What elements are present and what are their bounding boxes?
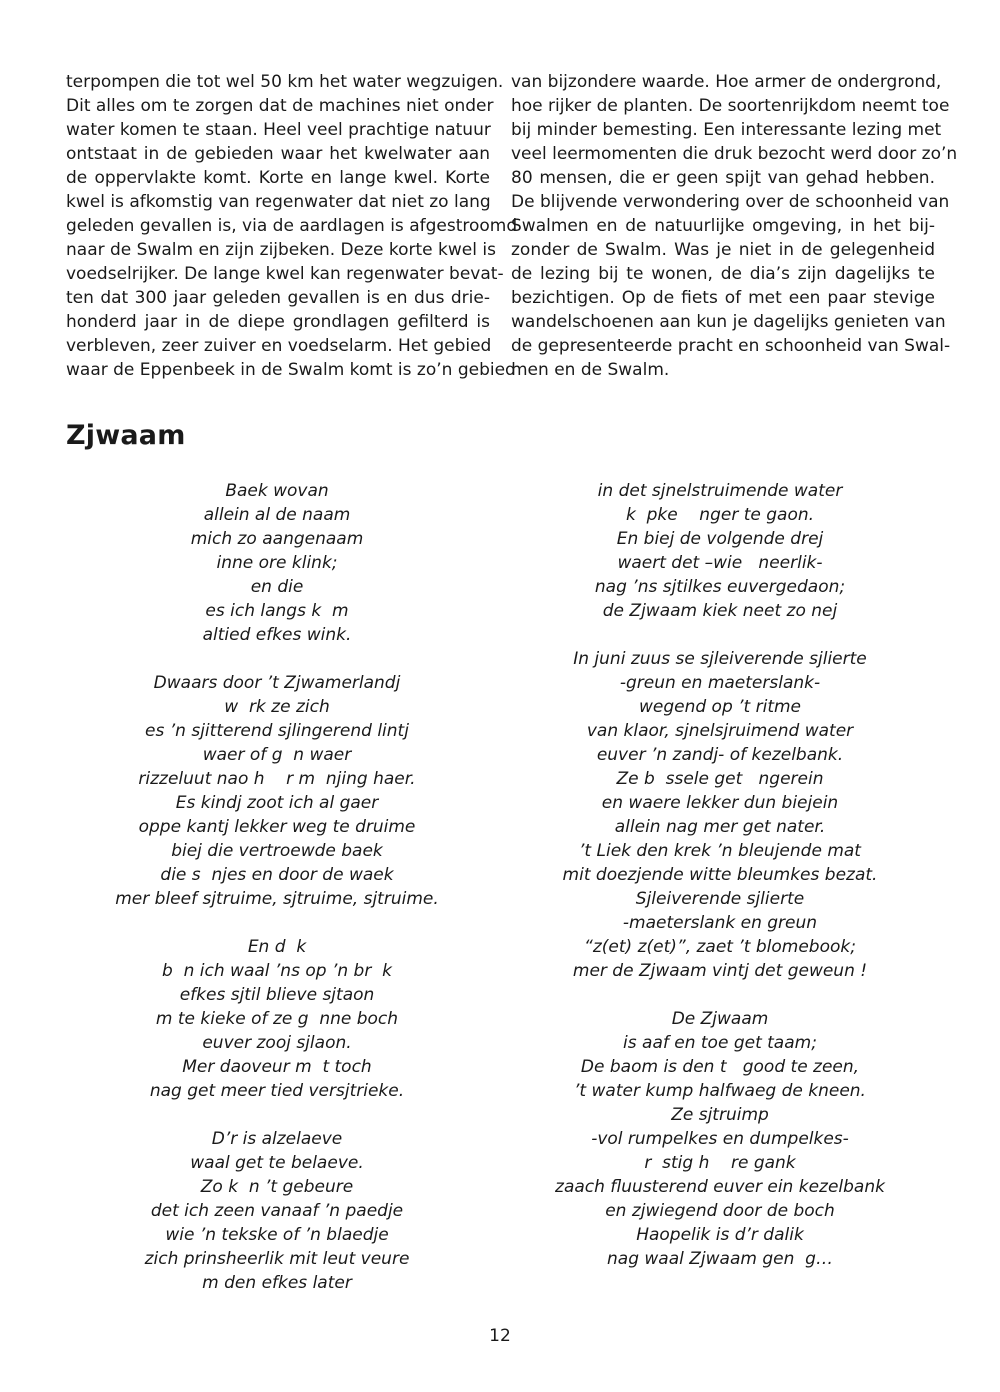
poem-line: van klaor, sjnelsjruimend water bbox=[586, 721, 854, 741]
poem-line: nag get meer tied versjtrieke. bbox=[149, 1081, 405, 1101]
text-line: veel leermomenten die druk bezocht werd door zo’n bbox=[511, 144, 958, 164]
text-line: geleden gevallen is, via de aardlagen is afgestroomd bbox=[66, 216, 518, 236]
poem-line: Sjleiverende sjlierte bbox=[635, 889, 805, 909]
poem-line: Zo k n ’t gebeure bbox=[200, 1177, 354, 1197]
poem-line: allein nag mer get nater. bbox=[614, 817, 826, 837]
poem-line: en die bbox=[250, 577, 304, 597]
poem-line: Ze sjtruimp bbox=[671, 1105, 769, 1125]
text-line: bij minder bemesting. Een interessante lezing met bbox=[511, 120, 942, 140]
poem-line: r stig h re gank bbox=[644, 1153, 796, 1173]
text-line: Swalmen en de natuurlijke omgeving, in het bij- bbox=[511, 216, 935, 236]
poem-line: ’t Liek den krek ’n bleujende mat bbox=[579, 841, 861, 861]
text-line: waar de Eppenbeek in de Swalm komt is zo’n gebied bbox=[66, 360, 516, 380]
poem-line: allein al de naam bbox=[203, 505, 351, 525]
poem-line: k pke nger te gaon. bbox=[625, 505, 815, 525]
poem-line: b n ich waal ’ns op ’n br k bbox=[162, 961, 392, 981]
poem-line: waert det –wie neerlik- bbox=[617, 553, 823, 573]
poem-line: nag ’ns sjtilkes euvergedaon; bbox=[594, 577, 846, 597]
poem-line: nag waal Zjwaam gen g… bbox=[607, 1249, 833, 1269]
poem-line: Dwaars door ’t Zjwamerlandj bbox=[153, 673, 401, 693]
text-line: honderd jaar in de diepe grondlagen gefilterd is bbox=[66, 312, 490, 332]
poem-line: zich prinsheerlik mit leut veure bbox=[144, 1249, 410, 1269]
text-line: hoe rijker de planten. De soortenrijkdom neemt toe bbox=[511, 96, 950, 116]
poem-line: wegend op ’t ritme bbox=[638, 697, 802, 717]
poem-line: det ich zeen vanaaf ’n paedje bbox=[150, 1201, 404, 1221]
poem-column-right bbox=[500, 479, 940, 1295]
poem-line: In juni zuus se sjleiverende sjlierte bbox=[573, 649, 867, 669]
text-line: Dit alles om te zorgen dat de machines niet onder bbox=[66, 96, 494, 116]
text-line: ten dat 300 jaar geleden gevallen is en dus drie- bbox=[66, 288, 490, 308]
text-line: wandelschoenen aan kun je dagelijks genieten van bbox=[511, 312, 946, 332]
poem-line: ’t water kump halfwaeg de kneen. bbox=[574, 1081, 866, 1101]
poem-line: waer of g n waer bbox=[202, 745, 352, 765]
stanza bbox=[500, 1007, 940, 1271]
text-line: terpompen die tot wel 50 km het water wegzuigen. bbox=[66, 72, 504, 92]
text-line: naar de Swalm en zijn zijbeken. Deze korte kwel is bbox=[66, 240, 496, 260]
text-line: van bijzondere waarde. Hoe armer de ondergrond, bbox=[511, 72, 942, 92]
prose-column-right bbox=[511, 70, 958, 382]
poem-line: es ’n sjitterend sjlingerend lintj bbox=[145, 721, 409, 741]
poem-line: De baom is den t good te zeen, bbox=[580, 1057, 860, 1077]
poem-line: biej die vertroewde baek bbox=[171, 841, 383, 861]
text-line: water komen te staan. Heel veel prachtige natuur bbox=[66, 120, 491, 140]
stanza bbox=[500, 479, 940, 623]
poem-line: -maeterslank en greun bbox=[622, 913, 818, 933]
poem-line: die s njes en door de waek bbox=[160, 865, 394, 885]
poem-line: mit doezjende witte bleumkes bezat. bbox=[562, 865, 878, 885]
poem-line: de Zjwaam kiek neet zo nej bbox=[602, 601, 838, 621]
text-line: 80 mensen, die er geen spijt van gehad hebben. bbox=[511, 168, 935, 188]
poem-line: euver ’n zandj- of kezelbank. bbox=[596, 745, 844, 765]
poem-line: euver zooj sjlaon. bbox=[202, 1033, 352, 1053]
text-line: de lezing bij te wonen, de dia’s zijn dagelijks te bbox=[511, 264, 935, 284]
poem-line: -vol rumpelkes en dumpelkes- bbox=[591, 1129, 849, 1149]
poem-line: es ich langs k m bbox=[205, 601, 349, 621]
text-line: De blijvende verwondering over de schoonheid van bbox=[511, 192, 950, 212]
text-line: ontstaat in de gebieden waar het kwelwater aan bbox=[66, 144, 490, 164]
prose-column-left bbox=[66, 70, 518, 382]
poem-line: en zjwiegend door de boch bbox=[605, 1201, 835, 1221]
text-line: de oppervlakte komt. Korte en lange kwel. Korte bbox=[66, 168, 490, 188]
text-line: bezichtigen. Op de fiets of met een paar stevige bbox=[511, 288, 935, 308]
poem-line: w rk ze zich bbox=[224, 697, 330, 717]
stanza bbox=[57, 671, 497, 911]
poem-line: altied efkes wink. bbox=[202, 625, 352, 645]
poem-line: inne ore klink; bbox=[216, 553, 338, 573]
text-line: voedselrijker. De lange kwel kan regenwater bevat- bbox=[66, 264, 504, 284]
poem-line: Haopelik is d’r dalik bbox=[636, 1225, 804, 1245]
poem-line: is aaf en toe get taam; bbox=[623, 1033, 817, 1053]
poem-line: Baek wovan bbox=[225, 481, 329, 501]
poem-line: Ze b ssele get ngerein bbox=[616, 769, 824, 789]
poem-title: Zjwaam bbox=[66, 420, 186, 451]
stanza bbox=[57, 1127, 497, 1295]
poem-line: rizzeluut nao h r m njing haer. bbox=[138, 769, 416, 789]
poem-line: m te kieke of ze g nne boch bbox=[155, 1009, 399, 1029]
poem-line: mer bleef sjtruime, sjtruime, sjtruime. bbox=[115, 889, 439, 909]
stanza bbox=[500, 647, 940, 983]
poem-line: en waere lekker dun biejein bbox=[601, 793, 839, 813]
poem-line: Es kindj zoot ich al gaer bbox=[175, 793, 379, 813]
text-line: de gepresenteerde pracht en schoonheid van Swal- bbox=[511, 336, 951, 356]
poem-line: efkes sjtil blieve sjtaon bbox=[179, 985, 375, 1005]
poem-line: En biej de volgende drej bbox=[616, 529, 824, 549]
poem-line: mer de Zjwaam vintj det geweun ! bbox=[572, 961, 868, 981]
stanza bbox=[57, 935, 497, 1103]
poem-column-left bbox=[57, 479, 497, 1319]
poem-line: zaach fluusterend euver ein kezelbank bbox=[555, 1177, 885, 1197]
poem-line: oppe kantj lekker weg te druime bbox=[138, 817, 416, 837]
poem-line: waal get te belaeve. bbox=[190, 1153, 364, 1173]
poem-line: -greun en maeterslank- bbox=[619, 673, 821, 693]
poem-line: De Zjwaam bbox=[671, 1009, 769, 1029]
poem-line: m den efkes later bbox=[202, 1273, 352, 1293]
poem-line: D’r is alzelaeve bbox=[211, 1129, 343, 1149]
poem-line: wie ’n tekske of ’n blaedje bbox=[165, 1225, 389, 1245]
text-line: verbleven, zeer zuiver en voedselarm. Het gebied bbox=[66, 336, 492, 356]
poem-line: in det sjnelstruimende water bbox=[597, 481, 843, 501]
page-number: 12 bbox=[489, 1326, 511, 1346]
poem-line: Mer daoveur m t toch bbox=[182, 1057, 372, 1077]
stanza bbox=[57, 479, 497, 647]
poem-line: En d k bbox=[247, 937, 307, 957]
text-line: zonder de Swalm. Was je niet in de gelegenheid bbox=[511, 240, 935, 260]
poem-line: “z(et) z(et)”, zaet ’t blomebook; bbox=[584, 937, 856, 957]
text-line: men en de Swalm. bbox=[511, 360, 670, 380]
text-line: kwel is afkomstig van regenwater dat niet zo lang bbox=[66, 192, 491, 212]
poem-line: mich zo aangenaam bbox=[190, 529, 364, 549]
